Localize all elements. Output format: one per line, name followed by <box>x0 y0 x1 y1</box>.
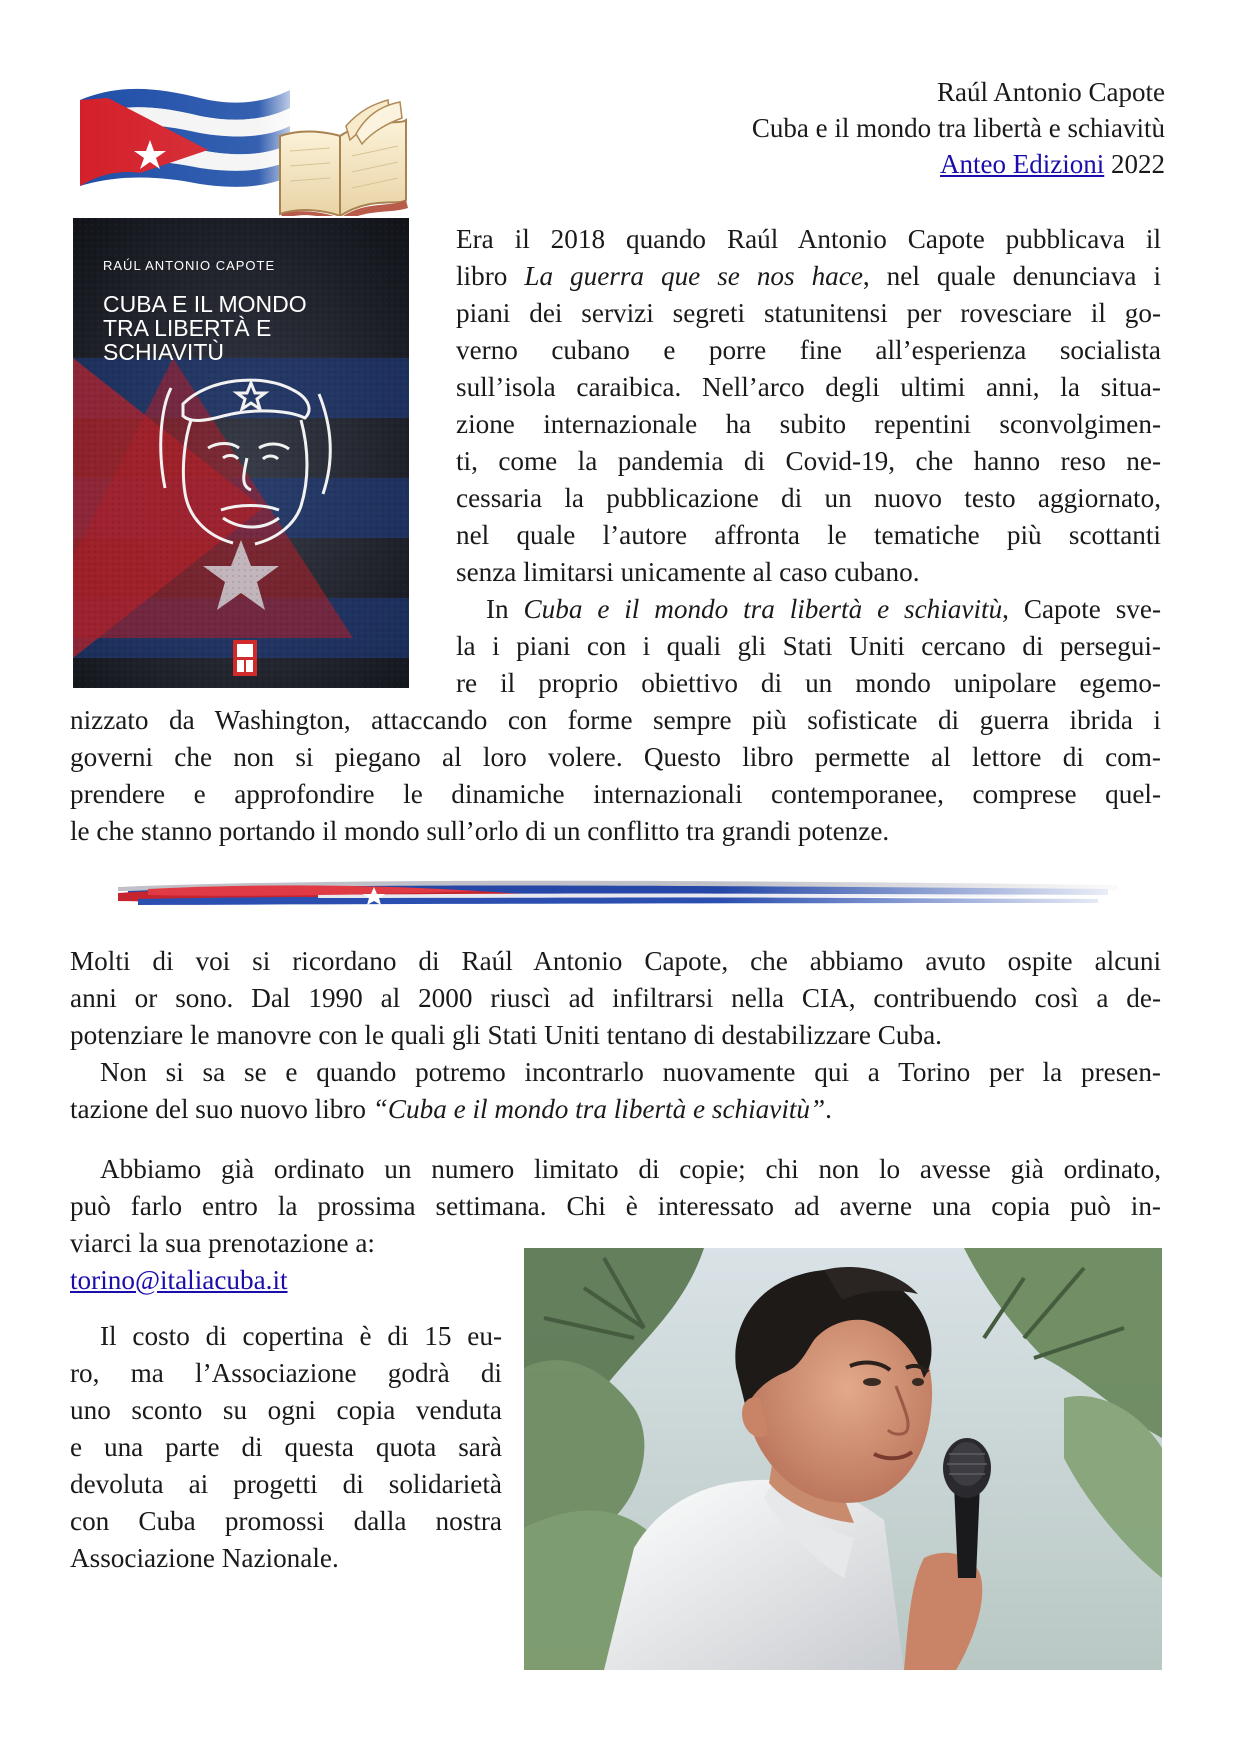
price-line: ro, ma l’Associazione godrà di <box>70 1358 502 1388</box>
intro-p2-line: la i piani con i quali gli Stati Uniti cercano di persegui- <box>456 631 1161 661</box>
publisher-link[interactable]: Anteo Edizioni <box>940 149 1105 179</box>
email-line <box>70 1262 288 1299</box>
intro-line: cessaria la pubblicazione di un nuovo testo aggiornato, <box>456 483 1161 513</box>
book-reference-header <box>525 74 1165 182</box>
publisher-logo <box>233 640 257 676</box>
middle-line: potenziare le manovre con le quali gli Stati Uniti tentano di destabilizzare Cuba. <box>70 1020 942 1050</box>
intro-line: piani dei servizi segreti statunitensi per rovesciare il go- <box>456 298 1161 328</box>
cover-author: RAÚL ANTONIO CAPOTE <box>103 258 276 273</box>
price-line: Il costo di copertina è di 15 eu- <box>100 1321 502 1351</box>
intro-line: ti, come la pandemia di Covid-19, che hanno reso ne- <box>456 446 1161 476</box>
intro-cont-line: nizzato da Washington, attaccando con forme sempre più sofisticate di guerra ibrida i <box>70 705 1161 735</box>
intro-paragraph <box>456 221 1161 702</box>
intro-line: nel quale l’autore affronta le tematiche più scottanti <box>456 520 1161 550</box>
price-line: e una parte di questa quota sarà <box>70 1432 502 1462</box>
book-title-italic: La guerra que se nos hace <box>524 261 863 291</box>
order-line: Abbiamo già ordinato un numero limitato di copie; chi non lo avesse già ordinato, <box>100 1154 1161 1184</box>
author-photo <box>524 1248 1162 1670</box>
intro-line: libro La guerra que se nos hace, nel quale denunciava i <box>456 261 1161 291</box>
flag-brush-divider <box>118 873 1128 913</box>
book-title-italic: Cuba e il mondo tra libertà e schiavitù <box>523 594 1003 624</box>
intro-line: zione internazionale ha subito repentini sconvolgimen- <box>456 409 1161 439</box>
order-line: viarci la sua prenotazione a: <box>70 1228 375 1258</box>
order-paragraph <box>70 1151 1161 1262</box>
intro-line: sull’isola caraibica. Nell’arco degli ultimi anni, la situa- <box>456 372 1161 402</box>
capote-intro-section <box>70 943 1161 1128</box>
book-title: Cuba e il mondo tra libertà e schiavitù <box>751 113 1165 143</box>
intro-p2-line: In Cuba e il mondo tra libertà e schiavitù, Capote sve- <box>486 594 1162 624</box>
middle-line: Molti di voi si ricordano di Raúl Antonio Capote, che abbiamo avuto ospite alcuni <box>70 946 1161 976</box>
price-line: devoluta ai progetti di solidarietà <box>70 1469 502 1499</box>
author-name: Raúl Antonio Capote <box>937 77 1165 107</box>
price-line: uno sconto su ogni copia venduta <box>70 1395 502 1425</box>
flag-book-logo <box>80 78 410 216</box>
middle-p2-line: Non si sa se e quando potremo incontrarlo nuovamente qui a Torino per la presen- <box>100 1057 1161 1087</box>
email-link[interactable]: torino@italiacuba.it <box>70 1265 288 1295</box>
price-line: Associazione Nazionale. <box>70 1543 339 1573</box>
cover-title-line2: TRA LIBERTÀ E <box>103 315 272 341</box>
intro-cont-line: governi che non si piegano al loro volere. Questo libro permette al lettore di com- <box>70 742 1161 772</box>
cover-title-line3: SCHIAVITÙ <box>103 339 224 365</box>
intro-line: verno cubano e porre fine all’esperienza socialista <box>456 335 1161 365</box>
publication-year: 2022 <box>1111 149 1165 179</box>
price-paragraph <box>70 1318 502 1577</box>
intro-line: Era il 2018 quando Raúl Antonio Capote pubblicava il <box>456 224 1161 254</box>
price-line: con Cuba promossi dalla nostra <box>70 1506 502 1536</box>
middle-p2-line: tazione del suo nuovo libro “Cuba e il mondo tra libertà e schiavitù”. <box>70 1094 832 1124</box>
intro-cont-line: le che stanno portando il mondo sull’orlo di un conflitto tra grandi potenze. <box>70 816 890 846</box>
book-cover-image <box>73 218 409 688</box>
intro-p2-line: re il proprio obiettivo di un mondo unipolare egemo- <box>456 668 1161 698</box>
intro-cont-line: prendere e approfondire le dinamiche internazionali contemporanee, comprese quel- <box>70 779 1161 809</box>
book-title-italic: “Cuba e il mondo tra libertà e schiavitù” <box>372 1094 826 1124</box>
middle-line: anni or sono. Dal 1990 al 2000 riuscì ad infiltrarsi nella CIA, contribuendo così a de- <box>70 983 1161 1013</box>
publisher-line <box>525 146 1165 182</box>
intro-line: senza limitarsi unicamente al caso cubano. <box>456 557 920 587</box>
intro-paragraph-continued <box>70 702 1161 850</box>
cover-title-line1: CUBA E IL MONDO <box>103 291 307 317</box>
order-line: può farlo entro la prossima settimana. Chi è interessato ad averne una copia può in- <box>70 1191 1161 1221</box>
